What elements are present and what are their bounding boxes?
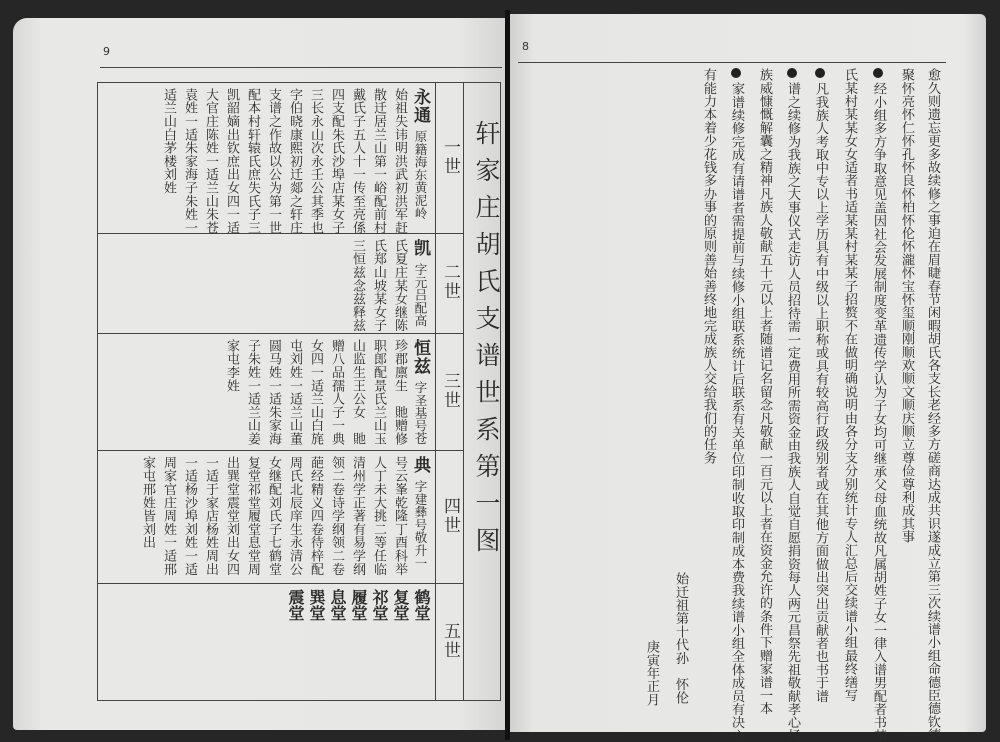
- entry-column: 子朱姓一适兰山姜: [245, 339, 260, 446]
- preface-text: 族威慷慨解囊之精神凡族人敬献五十元以上者随谱记名留念凡敬献一百元以上者在资金允许的条件下赠家谱一本: [757, 68, 772, 715]
- preface-line: [870, 68, 886, 742]
- preface-line: [756, 68, 772, 715]
- entry-column: 配本村轩辕氏庶失氏子三: [245, 88, 260, 235]
- page-number-right: 8: [522, 40, 529, 53]
- person-name: 凯: [410, 239, 430, 257]
- chart-title: 轩家庄胡氏支谱世系第一图: [472, 120, 501, 564]
- entry-column: 山监生王公女 貤: [350, 339, 365, 446]
- table-border-top: [97, 82, 501, 83]
- entry-column: 葩经精义四卷待梓配: [308, 456, 323, 576]
- person-name: 典: [410, 456, 430, 474]
- entry-column: [412, 239, 428, 327]
- entry-text: 字建彝号敬升一: [413, 480, 428, 570]
- header-rule-right: [518, 62, 946, 63]
- date: 庚寅年正月: [644, 640, 659, 706]
- entry-column: 珍郡廪生 貤赠修: [392, 339, 407, 446]
- preface-text: 家谱续修完成有请谱者需提前与续修小组联系统计后联系有关单位印制收取印制成本费我续谱小组全体成员有决心: [729, 82, 744, 742]
- row-divider: [97, 333, 463, 334]
- entry-column: 支谱之作故以公为第一世: [266, 88, 281, 235]
- generation-column-divider: [435, 82, 436, 700]
- bullet-icon: [787, 68, 797, 78]
- entry-column: [412, 339, 428, 445]
- hall-name: 祁堂: [370, 589, 389, 621]
- entry-column: 领二卷诗学纲领二卷: [329, 456, 344, 576]
- entry-column: 周氏北辰庠生永清公: [287, 456, 302, 576]
- preface-line: [898, 68, 914, 543]
- preface-line: [841, 68, 857, 702]
- generation-label: 二世: [440, 263, 460, 301]
- row-divider: [97, 583, 463, 584]
- entry-column: 大官庄陈姓一适兰山朱苍: [203, 88, 218, 235]
- preface-text: 经小组多方争取意见盖因社会发展制度变革遗传学认为子女均可继承父母血统故凡属胡姓子女一律入谱男配者书某: [871, 82, 886, 742]
- hall-name: 复堂: [391, 589, 410, 621]
- entry-column: 字伯晓康熙初迁郯之轩庄: [287, 88, 302, 235]
- preface-text: 谱之续修为我族之大事仪式走访人员招待需一定费用所需资金由我族人自觉自愿捐资每人两元昌祭先祖敬献孝心扬: [785, 82, 800, 742]
- entry-text: 原籍海东黄泥岭: [413, 130, 428, 220]
- entry-column: 散迁居兰山第一峪配前村: [371, 88, 386, 235]
- preface-text: 氏某村某某女女适者书适某某村某某子招赘不在做明确说明由各分支分别统计专人汇总后交续谱小组最终缮写: [842, 68, 857, 702]
- entry-text: 字元吕配高: [413, 263, 428, 327]
- entry-column: 氏夏庄某女继陈: [392, 239, 407, 333]
- generation-label: 四世: [440, 496, 460, 535]
- row-divider: [97, 450, 463, 451]
- title-column-divider: [463, 82, 464, 700]
- entry-column: [412, 456, 428, 570]
- preface-text: 愈久则遗忘更多故续修之事迫在眉睫春节闲暇胡氏各支长老经多方磋商达成共识遂成立第三次续谱小组命德臣德钦德: [925, 68, 940, 742]
- entry-column: 赠八品孺人子一典: [329, 339, 344, 446]
- hall-name: 鹤堂: [412, 589, 431, 621]
- preface-line: [700, 68, 716, 464]
- entry-column: 女四一适兰山白旄: [308, 339, 323, 446]
- generation-label: 五世: [440, 621, 460, 660]
- preface-text: 凡我族人考取中专以上学历具有中级以上职称或具有较高行政级别者或在其他方面做出突出贡献者也书于谱: [813, 82, 828, 703]
- entry-column: 屯刘姓一适兰山董: [287, 339, 302, 446]
- right-page: [510, 14, 986, 732]
- preface-text: 有能力本着少花钱多办事的原则善始善终地完成族人交给我们的任务: [701, 68, 716, 464]
- header-rule-left: [100, 67, 502, 68]
- entry-column: [412, 88, 428, 220]
- hall-name: 履堂: [349, 589, 368, 621]
- entry-column: 圆马姓一适朱家海: [266, 339, 281, 446]
- preface-line: [728, 68, 744, 742]
- entry-column: 袁姓一适朱家海子朱姓一: [182, 88, 197, 235]
- person-name: 恒兹: [410, 339, 430, 375]
- generation-label: 三世: [440, 371, 460, 410]
- bullet-icon: [873, 68, 883, 78]
- entry-column: 出巽堂震堂刘出女四: [224, 456, 239, 576]
- entry-column: 号云峯乾隆丁酉科举: [392, 456, 407, 576]
- entry-text: 字圣基号苍: [413, 381, 428, 445]
- book-spine: [505, 10, 510, 740]
- entry-column: 清州学正著有易学纲: [350, 456, 365, 576]
- entry-column: 氏郑山坡某女子: [371, 239, 386, 333]
- hall-name: 息堂: [328, 589, 347, 621]
- bullet-icon: [815, 68, 825, 78]
- preface-line: [924, 68, 940, 741]
- generation-label: 一世: [440, 137, 460, 176]
- entry-column: 家屯邢姓皆刘出: [140, 456, 155, 550]
- left-page: [13, 18, 507, 730]
- entry-column: 职郎配景氏兰山玉: [371, 339, 386, 446]
- entry-column: 戴氏子五人十一传至亮係: [350, 88, 365, 235]
- entry-column: 周家官庄周姓一适邢: [161, 456, 176, 576]
- entry-column: 凯韶嫡出钦庶出女四一适: [224, 88, 239, 235]
- hall-name: 巽堂: [307, 589, 326, 621]
- table-border-left: [97, 82, 98, 700]
- signature: 始迁祖第十代孙 怀伦: [673, 572, 688, 704]
- entry-column: 女继配刘氏子七鹤堂: [266, 456, 281, 576]
- preface-line: [784, 68, 800, 742]
- entry-column: 适兰山白茅楼刘姓: [161, 88, 176, 195]
- hall-name: 震堂: [286, 589, 305, 621]
- entry-column: 三恒兹念兹释兹: [350, 239, 365, 333]
- entry-column: 三长永山次永壬公其季也: [308, 88, 323, 235]
- entry-column: 四支配朱氏沙埠店某女子: [329, 88, 344, 235]
- bullet-icon: [731, 68, 741, 78]
- page-number-left: 9: [103, 45, 110, 58]
- table-border-bottom: [97, 700, 501, 701]
- entry-column: 家屯李姓: [224, 339, 239, 393]
- entry-column: 始祖失讳明洪武初洪军赶: [392, 88, 407, 235]
- person-name: 永通: [410, 88, 430, 124]
- entry-column: 一适杨沙埠刘姓一适: [182, 456, 197, 576]
- entry-column: 复堂祁堂履堂息堂周: [245, 456, 260, 576]
- entry-column: 人丁未大挑二等任临: [371, 456, 386, 576]
- preface-line: [812, 68, 828, 702]
- entry-column: 一适于家店杨姓周出: [203, 456, 218, 576]
- preface-text: 聚怀亮怀仁怀孔怀良怀柏怀伦怀瀧怀宝怀玺顺刚顺欢顺文顺庆顺立尊俭尊利成其事: [899, 68, 914, 544]
